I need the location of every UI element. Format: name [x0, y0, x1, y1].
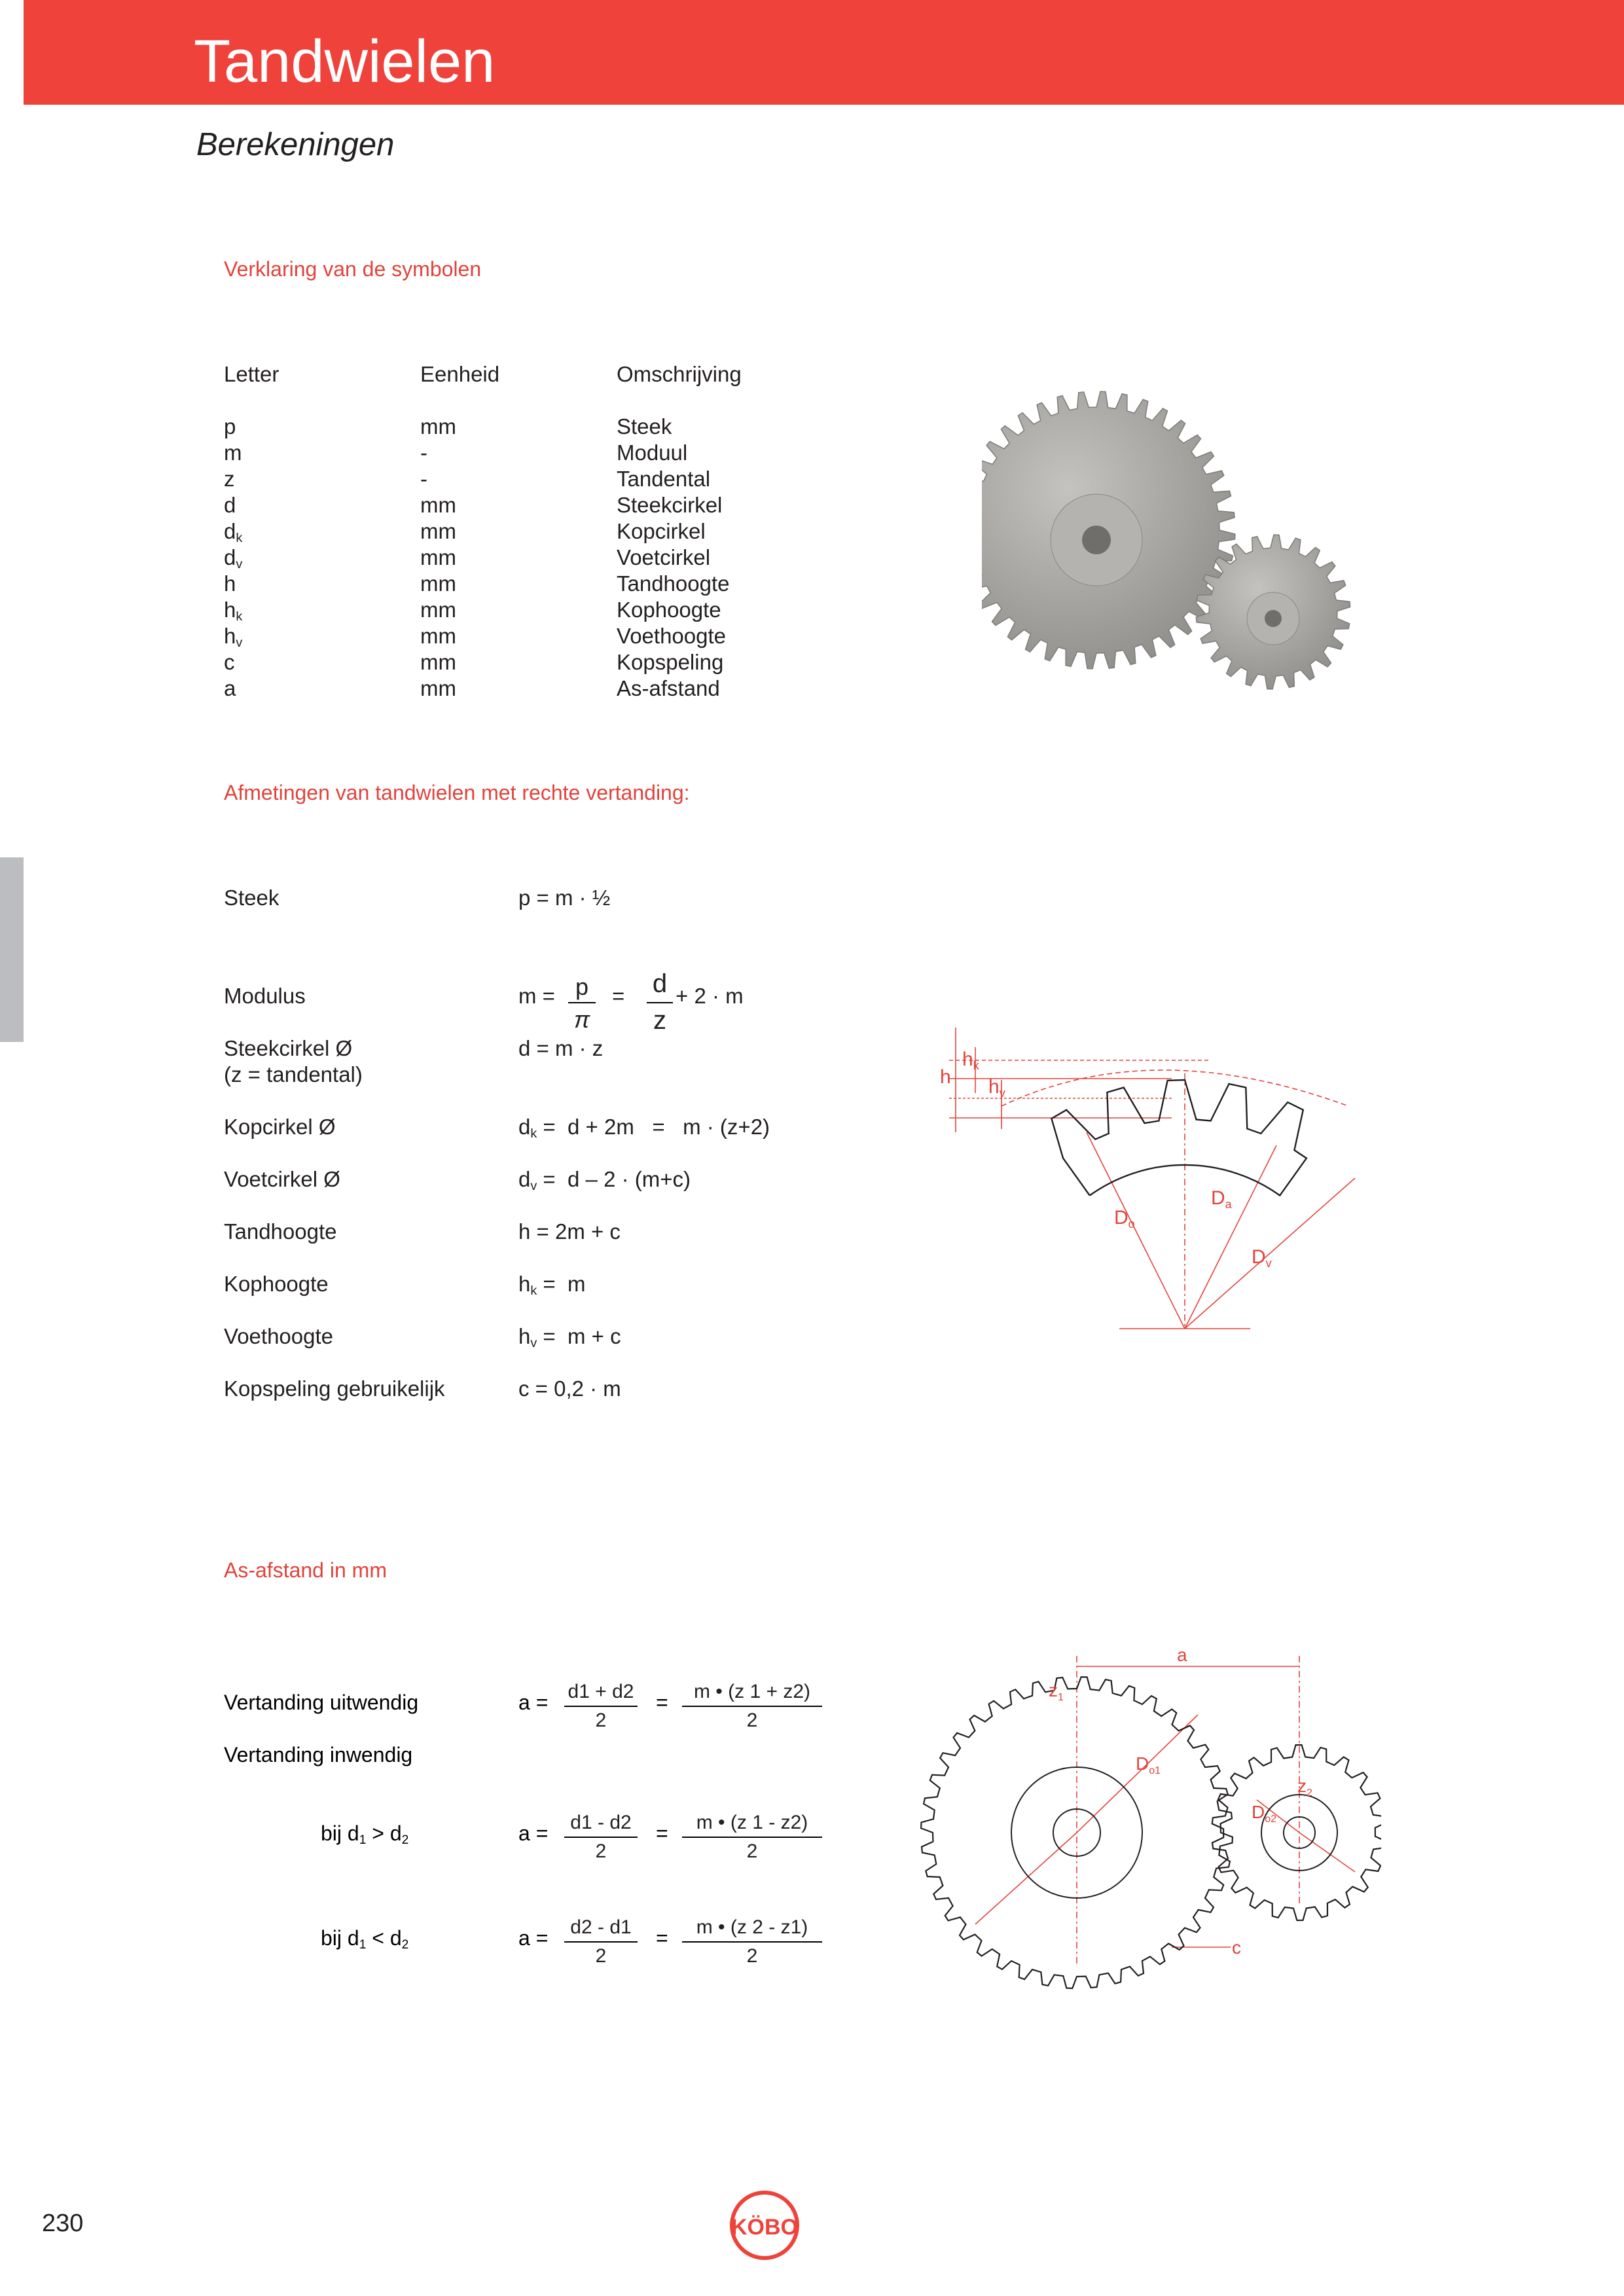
label-external-gearing: Vertanding uitwendig: [224, 1691, 419, 1714]
label-steekcirkel: Steekcirkel Ø: [224, 1036, 353, 1060]
symbol-description: As-afstand: [617, 676, 720, 700]
symbol-unit: -: [420, 440, 427, 465]
page-title: Tandwielen: [194, 28, 496, 95]
label-internal-gearing: Vertanding inwendig: [224, 1743, 413, 1767]
label-voethoogte: Voethoogte: [224, 1324, 333, 1348]
kobo-logo: [725, 2186, 804, 2265]
fraction-numerator: m • (z 1 - z2): [696, 1812, 808, 1833]
symbol-description: Voethoogte: [617, 624, 726, 648]
svg-text:c: c: [1232, 1937, 1241, 1958]
symbol-unit: mm: [420, 545, 456, 569]
fraction-case2-1: [564, 1916, 638, 1969]
fraction-denominator: 2: [746, 1945, 758, 1967]
svg-text:z1: $z_1$: [1049, 1680, 1064, 1703]
symbol-description: Steekcirkel: [617, 493, 723, 517]
label-tandhoogte: Tandhoogte: [224, 1219, 337, 1244]
fraction-numerator: d2 - d1: [570, 1916, 632, 1938]
fraction-denominator: π: [573, 1006, 590, 1033]
symbol-unit: -: [420, 467, 427, 491]
symbol-description: Kophoogte: [617, 598, 721, 622]
fraction-numerator: d1 + d2: [568, 1681, 634, 1702]
label-modulus: Modulus: [224, 984, 306, 1008]
fraction-denominator: 2: [595, 1710, 607, 1731]
fraction-line: [682, 1706, 822, 1707]
formula-voetcirkel: $d_v = d - 2 \cdot (m+c)$: [518, 1167, 691, 1193]
symbol-unit: mm: [420, 519, 456, 543]
formula-external-eq: =: [656, 1691, 668, 1714]
symbol-letter: z: [224, 467, 235, 491]
fraction-denominator: 2: [746, 1710, 758, 1731]
formula-case1-eq: =: [656, 1821, 668, 1845]
symbol-letter: h: [224, 571, 236, 596]
fraction-line: [682, 1941, 822, 1943]
symbol-description: Voetcirkel: [617, 545, 711, 569]
svg-text:hk: $h_k$: [962, 1049, 979, 1072]
symbol-description: Steek: [617, 414, 672, 439]
symbol-description: Moduul: [617, 440, 688, 465]
formula-external-lhs: a =: [518, 1691, 549, 1714]
fraction-d-over-z: [647, 969, 673, 1033]
svg-text:a: a: [1177, 1645, 1187, 1665]
page-subtitle: Berekeningen: [196, 127, 395, 162]
fraction-case1-1: [564, 1812, 638, 1864]
symbol-letter: d: [224, 493, 236, 517]
fraction-external-2: [682, 1681, 822, 1733]
fraction-numerator: p: [575, 973, 589, 1000]
formula-steek: p = m · ½: [518, 886, 611, 910]
label-kopspeling: Kopspeling gebruikelijk: [224, 1376, 445, 1401]
fraction-denominator: 2: [595, 1840, 607, 1862]
column-header-description: Omschrijving: [617, 362, 742, 386]
side-tab-marker: [0, 857, 24, 1042]
symbol-description: Tandhoogte: [617, 571, 730, 596]
formula-kopspeling: c = 0,2 · m: [518, 1376, 621, 1401]
center-distance-heading: As-afstand in mm: [224, 1558, 387, 1582]
fraction-line: [564, 1706, 638, 1707]
symbol-unit: mm: [420, 571, 456, 596]
center-distance-diagram: [910, 1643, 1381, 2009]
label-kopcirkel: Kopcirkel Ø: [224, 1115, 336, 1139]
dimension-lines: [975, 1656, 1355, 1964]
fraction-numerator: d: [652, 969, 668, 998]
fraction-line: [647, 1002, 673, 1003]
formula-case2-lhs: a =: [518, 1926, 549, 1950]
dimension-lines: [949, 1028, 1355, 1329]
symbol-description: Kopspeling: [617, 650, 724, 674]
fraction-denominator: 2: [746, 1840, 758, 1862]
fraction-numerator: m • (z 2 - z1): [696, 1916, 808, 1938]
label-voetcirkel: Voetcirkel Ø: [224, 1167, 340, 1191]
dimensions-heading: Afmetingen van tandwielen met rechte vertanding:: [224, 781, 690, 804]
svg-text:Do1: $D_{o1}$: [1136, 1753, 1161, 1776]
fraction-denominator: 2: [595, 1945, 607, 1967]
symbol-letter: p: [224, 414, 236, 439]
tooth-profile-diagram: [936, 1001, 1394, 1355]
symbol-unit: mm: [420, 624, 456, 648]
formula-modulus-tail: + 2 · m: [676, 984, 744, 1008]
fraction-numerator: d1 - d2: [570, 1812, 632, 1833]
symbol-letter: a: [224, 676, 236, 700]
gear-pair-illustration: [982, 386, 1388, 694]
fraction-numerator: m • (z 1 + z2): [693, 1681, 811, 1702]
symbol-description: Tandental: [617, 467, 711, 491]
formula-kophoogte: $h_k = m$: [518, 1272, 586, 1298]
diagram-labels: [940, 1049, 1272, 1270]
formula-voethoogte: $h_v = m + c$: [518, 1324, 621, 1350]
page-number: 230: [42, 2210, 84, 2237]
svg-text:Do2: $D_{o2}$: [1252, 1802, 1277, 1825]
small-gear-outline-icon: [1212, 1745, 1381, 1920]
formula-modulus-eq: =: [612, 984, 625, 1008]
formula-modulus-lhs: m =: [518, 984, 555, 1008]
symbol-letter: $d_v$: [224, 545, 243, 571]
svg-text:hv: $h_v$: [988, 1076, 1005, 1100]
formula-kopcirkel: $d_k = d + 2m = m \cdot (z+2)$: [518, 1115, 770, 1141]
label-kophoogte: Kophoogte: [224, 1272, 329, 1296]
fraction-line: [564, 1837, 638, 1838]
symbol-letter: $h_k$: [224, 598, 243, 624]
symbol-unit: mm: [420, 493, 456, 517]
label-case-d1-less: bij $d_1 < d_2$: [321, 1926, 409, 1952]
svg-text:Do: $D_o$: [1114, 1207, 1135, 1230]
symbol-unit: mm: [420, 598, 456, 622]
fraction-external-1: [564, 1681, 638, 1733]
column-header-letter: Letter: [224, 362, 280, 386]
formula-case2-eq: =: [656, 1926, 668, 1950]
formula-steekcirkel: d = m · z: [518, 1036, 604, 1060]
svg-text:KÖBO: KÖBO: [731, 2215, 798, 2240]
small-gear-photo-icon: [1196, 535, 1350, 689]
symbol-letter: $h_v$: [224, 624, 243, 650]
symbol-unit: mm: [420, 676, 456, 700]
fraction-line: [564, 1941, 638, 1943]
svg-text:z2: $z_2$: [1297, 1776, 1312, 1799]
formula-case1-lhs: a =: [518, 1821, 549, 1845]
svg-text:Da: $D_a$: [1211, 1187, 1232, 1211]
fraction-line: [682, 1837, 822, 1838]
label-steek: Steek: [224, 886, 280, 910]
svg-text:h: h: [940, 1066, 951, 1088]
symbol-letter: c: [224, 650, 235, 674]
symbols-heading: Verklaring van de symbolen: [224, 257, 482, 281]
symbol-unit: mm: [420, 414, 456, 439]
formula-tandhoogte: h = 2m + c: [518, 1219, 621, 1244]
symbol-letter: m: [224, 440, 242, 465]
note-tandental: (z = tandental): [224, 1062, 363, 1086]
symbol-letter: $d_k$: [224, 519, 243, 545]
fraction-denominator: z: [653, 1006, 666, 1035]
symbol-unit: mm: [420, 650, 456, 674]
fraction-case2-2: [682, 1916, 822, 1969]
svg-text:Dv: $D_v$: [1252, 1246, 1272, 1270]
large-gear-photo-icon: [982, 391, 1235, 669]
fraction-line: [568, 1002, 596, 1003]
symbol-description: Kopcirkel: [617, 519, 706, 543]
label-case-d1-greater: bij $d_1 > d_2$: [321, 1821, 409, 1847]
fraction-p-over-pi: [568, 973, 596, 1033]
fraction-case1-2: [682, 1812, 822, 1864]
column-header-unit: Eenheid: [420, 362, 500, 386]
